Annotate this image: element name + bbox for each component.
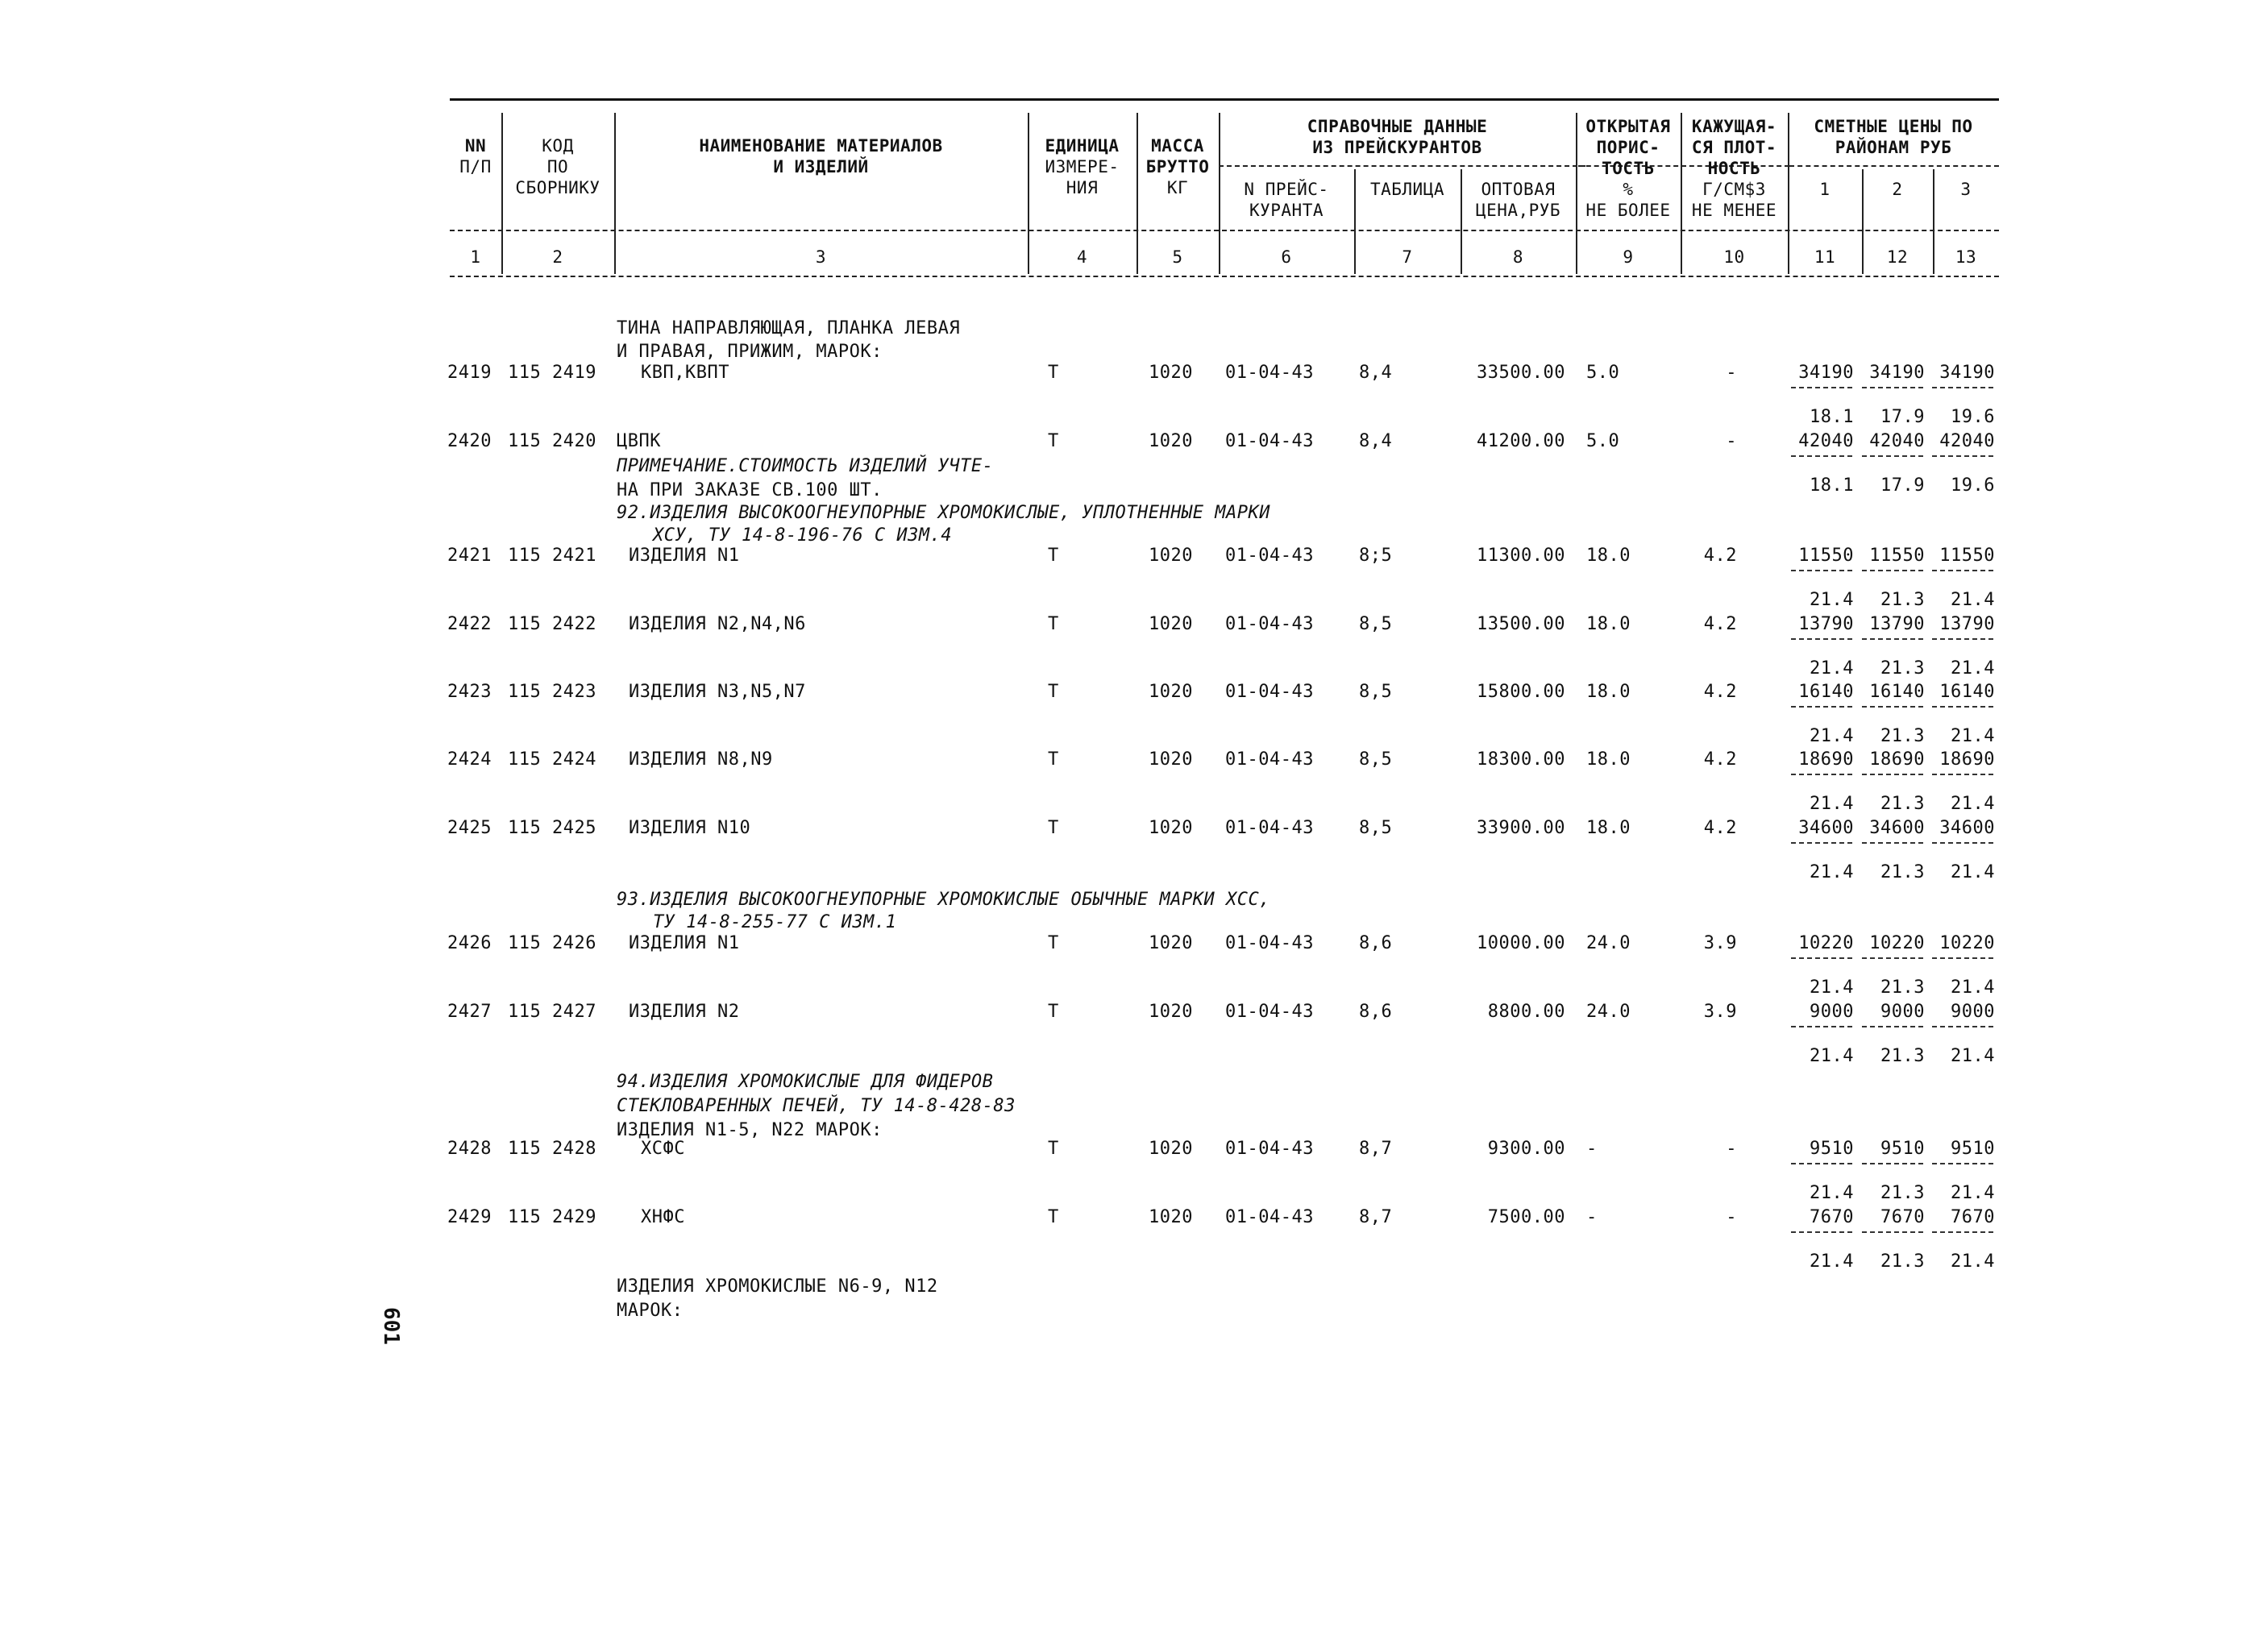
- cell-dens: 3.9: [1703, 933, 1737, 953]
- fraction-bar: [1791, 570, 1852, 571]
- cell-unit: Т: [1048, 933, 1059, 953]
- colnum-5: 5: [1172, 247, 1183, 267]
- hdr-est-2: РАЙОНАМ РУБ: [1835, 138, 1952, 157]
- cell-unit: Т: [1048, 1139, 1059, 1159]
- fraction-bar: [1862, 706, 1923, 708]
- cell-coef: 21.4: [1810, 862, 1854, 882]
- fraction-bar: [1932, 1231, 1993, 1233]
- cell-coef: 21.4: [1951, 590, 1995, 610]
- fraction-bar: [1932, 387, 1993, 388]
- cell-coef: 21.4: [1810, 1046, 1854, 1066]
- fraction-bar: [1791, 774, 1852, 775]
- hdr-nn-1: NN: [464, 136, 487, 156]
- cell-tab: 8,6: [1359, 1002, 1393, 1022]
- cell-price: 15800.00: [1477, 682, 1565, 702]
- cell-kod: 115 2422: [508, 614, 596, 634]
- cell-coef: 18.1: [1810, 407, 1854, 427]
- hdr-unit-2: ИЗМЕРЕ-: [1045, 157, 1120, 176]
- cell-p3: 9000: [1951, 1002, 1995, 1022]
- cell-pk: 01-04-43: [1225, 1002, 1314, 1022]
- fraction-bar: [1932, 842, 1993, 844]
- colnum-1: 1: [470, 247, 481, 267]
- cell-kod: 115 2424: [508, 749, 596, 770]
- cell-pk: 01-04-43: [1225, 546, 1314, 566]
- section-title: ХСУ, ТУ 14-8-196-76 С ИЗМ.4: [653, 525, 953, 546]
- cell-mass: 1020: [1149, 682, 1193, 702]
- cell-coef: 19.6: [1951, 407, 1995, 427]
- cell-price: 10000.00: [1477, 933, 1565, 953]
- hdr-dens-4: НЕ МЕНЕЕ: [1691, 201, 1777, 220]
- cell-coef: 21.4: [1810, 794, 1854, 814]
- cell-p1: 42040: [1798, 431, 1854, 451]
- cell-nn: 2427: [447, 1002, 492, 1022]
- cell-price: 13500.00: [1477, 614, 1565, 634]
- fraction-bar: [1791, 842, 1852, 844]
- cell-kod: 115 2428: [508, 1139, 596, 1159]
- fraction-bar: [1862, 1163, 1923, 1164]
- fraction-bar: [1791, 387, 1852, 388]
- hdr-est-1: СМЕТНЫЕ ЦЕНЫ ПО: [1814, 117, 1973, 136]
- cell-price: 33900.00: [1477, 818, 1565, 838]
- cell-nn: 2422: [447, 614, 492, 634]
- hdr-kod-2: ПО: [546, 157, 569, 176]
- hdr-ref-2: ИЗ ПРЕЙСКУРАНТОВ: [1312, 138, 1482, 157]
- cell-name: ХНФС: [641, 1207, 685, 1227]
- cell-kod: 115 2420: [508, 431, 596, 451]
- cell-p3: 16140: [1939, 682, 1995, 702]
- cell-p3: 7670: [1951, 1207, 1995, 1227]
- cell-p3: 11550: [1939, 546, 1995, 566]
- cell-por: 24.0: [1586, 933, 1631, 953]
- fraction-bar: [1932, 706, 1993, 708]
- hdr-region-2: 2: [1892, 180, 1903, 199]
- cell-p3: 9510: [1951, 1139, 1995, 1159]
- cell-unit: Т: [1048, 363, 1059, 383]
- cell-dens: -: [1726, 363, 1737, 383]
- cell-name: КВП,КВПТ: [641, 363, 729, 383]
- cell-unit: Т: [1048, 431, 1059, 451]
- cell-coef: 21.4: [1810, 658, 1854, 679]
- header-bottom-rule: [450, 276, 1999, 277]
- colnum-4: 4: [1076, 247, 1088, 267]
- hdr-price-1: ОПТОВАЯ: [1481, 180, 1556, 199]
- hdr-por-2: ТОСТЬ: [1602, 159, 1655, 178]
- hdr-price-2: ЦЕНА,РУБ: [1475, 201, 1561, 220]
- cell-p2: 42040: [1869, 431, 1925, 451]
- cell-name: ИЗДЕЛИЯ N10: [629, 818, 751, 838]
- cell-coef: 21.4: [1951, 658, 1995, 679]
- note-line: ТИНА НАПРАВЛЯЮЩАЯ, ПЛАНКА ЛЕВАЯ: [617, 318, 961, 338]
- header-top-rule: [450, 98, 1999, 101]
- cell-unit: Т: [1048, 1002, 1059, 1022]
- cell-name: ИЗДЕЛИЯ N1: [629, 933, 740, 953]
- cell-mass: 1020: [1149, 933, 1193, 953]
- cell-dens: -: [1726, 1207, 1737, 1227]
- cell-name: ИЗДЕЛИЯ N2: [629, 1002, 740, 1022]
- cell-coef: 21.4: [1951, 1183, 1995, 1203]
- cell-nn: 2428: [447, 1139, 492, 1159]
- cell-p1: 7670: [1810, 1207, 1854, 1227]
- hdr-kod-3: СБОРНИКУ: [515, 178, 600, 197]
- hdr-dens-1: СЯ ПЛОТ-: [1691, 138, 1777, 157]
- fraction-bar: [1932, 1163, 1993, 1164]
- cell-dens: 4.2: [1703, 546, 1737, 566]
- note-line: ПРИМЕЧАНИЕ.СТОИМОСТЬ ИЗДЕЛИЙ УЧТЕ-: [617, 456, 994, 476]
- cell-coef: 21.3: [1880, 1251, 1925, 1272]
- fraction-bar: [1932, 455, 1993, 457]
- cell-coef: 18.1: [1810, 475, 1854, 496]
- note-line: НА ПРИ ЗАКАЗЕ СВ.100 ШТ.: [617, 480, 883, 500]
- cell-price: 8800.00: [1487, 1002, 1565, 1022]
- cell-unit: Т: [1048, 818, 1059, 838]
- cell-p2: 7670: [1880, 1207, 1925, 1227]
- hdr-dens-3: Г/СМ$3: [1702, 180, 1766, 199]
- hdr-por-3: %: [1623, 180, 1634, 199]
- cell-p2: 11550: [1869, 546, 1925, 566]
- cell-coef: 21.4: [1810, 726, 1854, 746]
- fraction-bar: [1791, 455, 1852, 457]
- cell-nn: 2421: [447, 546, 492, 566]
- cell-unit: Т: [1048, 1207, 1059, 1227]
- cell-pk: 01-04-43: [1225, 1207, 1314, 1227]
- colnum-12: 12: [1886, 247, 1909, 267]
- colnum-13: 13: [1955, 247, 1977, 267]
- cell-nn: 2419: [447, 363, 492, 383]
- cell-p3: 34190: [1939, 363, 1995, 383]
- cell-dens: -: [1726, 431, 1737, 451]
- cell-tab: 8;5: [1359, 546, 1393, 566]
- fraction-bar: [1932, 638, 1993, 640]
- cell-p2: 9510: [1880, 1139, 1925, 1159]
- colnum-9: 9: [1623, 247, 1634, 267]
- cell-coef: 21.3: [1880, 978, 1925, 998]
- cell-nn: 2423: [447, 682, 492, 702]
- fraction-bar: [1932, 774, 1993, 775]
- cell-pk: 01-04-43: [1225, 682, 1314, 702]
- cell-mass: 1020: [1149, 431, 1193, 451]
- cell-por: 18.0: [1586, 546, 1631, 566]
- hdr-tab: ТАБЛИЦА: [1369, 180, 1444, 199]
- fraction-bar: [1862, 1231, 1923, 1233]
- cell-pk: 01-04-43: [1225, 749, 1314, 770]
- hdr-por-4: НЕ БОЛЕЕ: [1585, 201, 1671, 220]
- cell-coef: 21.4: [1951, 794, 1995, 814]
- section-title: ТУ 14-8-255-77 С ИЗМ.1: [653, 912, 897, 932]
- hdr-tech-2: КАЖУЩАЯ-: [1691, 117, 1777, 136]
- hdr-name-2: И ИЗДЕЛИЙ: [773, 157, 869, 176]
- cell-coef: 21.4: [1951, 726, 1995, 746]
- cell-p1: 34600: [1798, 818, 1854, 838]
- colnum-8: 8: [1512, 247, 1524, 267]
- colnum-2: 2: [552, 247, 563, 267]
- cell-p3: 13790: [1939, 614, 1995, 634]
- cell-dens: -: [1726, 1139, 1737, 1159]
- price-group-rule: [1789, 165, 1999, 167]
- hdr-tech-1: ОТКРЫТАЯ: [1585, 117, 1671, 136]
- fraction-bar: [1862, 957, 1923, 959]
- cell-unit: Т: [1048, 546, 1059, 566]
- note-line: ИЗДЕЛИЯ N1-5, N22 МАРОК:: [617, 1120, 883, 1140]
- cell-coef: 21.4: [1951, 978, 1995, 998]
- cell-coef: 17.9: [1880, 407, 1925, 427]
- cell-p1: 9510: [1810, 1139, 1854, 1159]
- cell-mass: 1020: [1149, 546, 1193, 566]
- fraction-bar: [1862, 774, 1923, 775]
- fraction-bar: [1862, 1026, 1923, 1027]
- note-line: И ПРАВАЯ, ПРИЖИМ, МАРОК:: [617, 342, 883, 362]
- colnum-11: 11: [1814, 247, 1836, 267]
- cell-tab: 8,6: [1359, 933, 1393, 953]
- note-line: МАРОК:: [617, 1301, 684, 1321]
- cell-kod: 115 2429: [508, 1207, 596, 1227]
- fraction-bar: [1932, 957, 1993, 959]
- cell-name: ХСФС: [641, 1139, 685, 1159]
- fraction-bar: [1791, 638, 1852, 640]
- hdr-pk-1: N ПРЕЙС-: [1244, 180, 1329, 199]
- cell-p2: 10220: [1869, 933, 1925, 953]
- cell-p1: 10220: [1798, 933, 1854, 953]
- cell-price: 33500.00: [1477, 363, 1565, 383]
- cell-pk: 01-04-43: [1225, 614, 1314, 634]
- hdr-name-1: НАИМЕНОВАНИЕ МАТЕРИАЛОВ: [699, 136, 943, 156]
- cell-pk: 01-04-43: [1225, 431, 1314, 451]
- cell-kod: 115 2427: [508, 1002, 596, 1022]
- cell-p2: 13790: [1869, 614, 1925, 634]
- cell-p2: 18690: [1869, 749, 1925, 770]
- ref-group-rule: [1219, 165, 1585, 167]
- cell-p1: 16140: [1798, 682, 1854, 702]
- section-title: 94.ИЗДЕЛИЯ ХРОМОКИСЛЫЕ ДЛЯ ФИДЕРОВ: [617, 1072, 994, 1092]
- cell-coef: 21.4: [1951, 1046, 1995, 1066]
- fraction-bar: [1862, 638, 1923, 640]
- hdr-region-3: 3: [1960, 180, 1972, 199]
- cell-name: ИЗДЕЛИЯ N1: [629, 546, 740, 566]
- cell-por: 5.0: [1586, 431, 1620, 451]
- cell-mass: 1020: [1149, 749, 1193, 770]
- colnum-3: 3: [815, 247, 827, 267]
- cell-p2: 16140: [1869, 682, 1925, 702]
- cell-pk: 01-04-43: [1225, 363, 1314, 383]
- cell-kod: 115 2426: [508, 933, 596, 953]
- cell-tab: 8,5: [1359, 749, 1393, 770]
- cell-por: -: [1586, 1139, 1598, 1159]
- cell-kod: 115 2423: [508, 682, 596, 702]
- colnum-6: 6: [1281, 247, 1292, 267]
- cell-dens: 4.2: [1703, 749, 1737, 770]
- fraction-bar: [1791, 706, 1852, 708]
- cell-dens: 3.9: [1703, 1002, 1737, 1022]
- cell-nn: 2420: [447, 431, 492, 451]
- cell-nn: 2426: [447, 933, 492, 953]
- cell-p1: 11550: [1798, 546, 1854, 566]
- colnum-7: 7: [1402, 247, 1413, 267]
- hdr-mass-3: КГ: [1166, 178, 1189, 197]
- cell-coef: 21.4: [1810, 978, 1854, 998]
- cell-tab: 8,4: [1359, 431, 1393, 451]
- cell-dens: 4.2: [1703, 818, 1737, 838]
- cell-tab: 8,5: [1359, 682, 1393, 702]
- cell-p3: 42040: [1939, 431, 1995, 451]
- cell-nn: 2424: [447, 749, 492, 770]
- cell-coef: 21.4: [1951, 862, 1995, 882]
- cell-mass: 1020: [1149, 1002, 1193, 1022]
- cell-name: ИЗДЕЛИЯ N2,N4,N6: [629, 614, 806, 634]
- cell-name: ЦВПК: [617, 431, 661, 451]
- cell-p2: 34600: [1869, 818, 1925, 838]
- cell-name: ИЗДЕЛИЯ N3,N5,N7: [629, 682, 806, 702]
- cell-name: ИЗДЕЛИЯ N8,N9: [629, 749, 773, 770]
- cell-coef: 21.3: [1880, 1183, 1925, 1203]
- hdr-pk-2: КУРАНТА: [1249, 201, 1324, 220]
- fraction-bar: [1791, 957, 1852, 959]
- cell-price: 18300.00: [1477, 749, 1565, 770]
- cell-coef: 21.3: [1880, 1046, 1925, 1066]
- cell-coef: 17.9: [1880, 475, 1925, 496]
- cell-kod: 115 2419: [508, 363, 596, 383]
- cell-coef: 21.3: [1880, 862, 1925, 882]
- cell-tab: 8,5: [1359, 818, 1393, 838]
- cell-kod: 115 2425: [508, 818, 596, 838]
- fraction-bar: [1791, 1163, 1852, 1164]
- header-sep-rule: [450, 230, 1999, 231]
- cell-por: 5.0: [1586, 363, 1620, 383]
- fraction-bar: [1791, 1231, 1852, 1233]
- fraction-bar: [1862, 570, 1923, 571]
- cell-nn: 2429: [447, 1207, 492, 1227]
- cell-coef: 21.3: [1880, 658, 1925, 679]
- cell-mass: 1020: [1149, 1139, 1193, 1159]
- hdr-mass-1: МАССА: [1151, 136, 1204, 156]
- hdr-por-1: ПОРИС-: [1596, 138, 1660, 157]
- cell-mass: 1020: [1149, 363, 1193, 383]
- cell-unit: Т: [1048, 614, 1059, 634]
- cell-p3: 18690: [1939, 749, 1995, 770]
- hdr-region-1: 1: [1819, 180, 1831, 199]
- fraction-bar: [1862, 842, 1923, 844]
- cell-por: -: [1586, 1207, 1598, 1227]
- cell-p3: 10220: [1939, 933, 1995, 953]
- cell-p1: 13790: [1798, 614, 1854, 634]
- page-number: 601: [379, 1307, 403, 1345]
- section-title: СТЕКЛОВАРЕННЫХ ПЕЧЕЙ, ТУ 14-8-428-83: [617, 1096, 1016, 1116]
- hdr-kod-1: КОД: [542, 136, 574, 156]
- note-line: ИЗДЕЛИЯ ХРОМОКИСЛЫЕ N6-9, N12: [617, 1276, 938, 1297]
- cell-p1: 18690: [1798, 749, 1854, 770]
- fraction-bar: [1932, 570, 1993, 571]
- cell-kod: 115 2421: [508, 546, 596, 566]
- cell-pk: 01-04-43: [1225, 818, 1314, 838]
- cell-unit: Т: [1048, 749, 1059, 770]
- hdr-unit-1: ЕДИНИЦА: [1045, 136, 1120, 156]
- section-title: 93.ИЗДЕЛИЯ ВЫСОКООГНЕУПОРНЫЕ ХРОМОКИСЛЫЕ ОБЫЧНЫЕ МАРКИ ХСС,: [617, 890, 1270, 910]
- section-title: 92.ИЗДЕЛИЯ ВЫСОКООГНЕУПОРНЫЕ ХРОМОКИСЛЫЕ, УПЛОТНЕННЫЕ МАРКИ: [617, 503, 1270, 523]
- cell-price: 11300.00: [1477, 546, 1565, 566]
- cell-p2: 34190: [1869, 363, 1925, 383]
- cell-coef: 21.3: [1880, 590, 1925, 610]
- cell-tab: 8,4: [1359, 363, 1393, 383]
- cell-por: 18.0: [1586, 749, 1631, 770]
- cell-por: 18.0: [1586, 614, 1631, 634]
- cell-coef: 21.3: [1880, 726, 1925, 746]
- hdr-nn-2: П/П: [459, 157, 492, 176]
- cell-tab: 8,5: [1359, 614, 1393, 634]
- hdr-dens-2: НОСТЬ: [1707, 159, 1761, 178]
- cell-nn: 2425: [447, 818, 492, 838]
- cell-por: 18.0: [1586, 682, 1631, 702]
- cell-por: 18.0: [1586, 818, 1631, 838]
- fraction-bar: [1932, 1026, 1993, 1027]
- cell-p2: 9000: [1880, 1002, 1925, 1022]
- hdr-ref-1: СПРАВОЧНЫЕ ДАННЫЕ: [1307, 117, 1488, 136]
- cell-pk: 01-04-43: [1225, 1139, 1314, 1159]
- cell-coef: 21.3: [1880, 794, 1925, 814]
- cell-mass: 1020: [1149, 1207, 1193, 1227]
- cell-price: 9300.00: [1487, 1139, 1565, 1159]
- cell-dens: 4.2: [1703, 614, 1737, 634]
- cell-coef: 21.4: [1810, 590, 1854, 610]
- cell-tab: 8,7: [1359, 1139, 1393, 1159]
- cell-mass: 1020: [1149, 614, 1193, 634]
- cell-por: 24.0: [1586, 1002, 1631, 1022]
- cell-dens: 4.2: [1703, 682, 1737, 702]
- cell-coef: 21.4: [1951, 1251, 1995, 1272]
- cell-tab: 8,7: [1359, 1207, 1393, 1227]
- colnum-10: 10: [1723, 247, 1745, 267]
- cell-p3: 34600: [1939, 818, 1995, 838]
- cell-price: 7500.00: [1487, 1207, 1565, 1227]
- cell-pk: 01-04-43: [1225, 933, 1314, 953]
- cell-price: 41200.00: [1477, 431, 1565, 451]
- fraction-bar: [1862, 455, 1923, 457]
- hdr-unit-3: НИЯ: [1066, 178, 1099, 197]
- cell-p1: 9000: [1810, 1002, 1854, 1022]
- hdr-mass-2: БРУТТО: [1145, 157, 1210, 176]
- cell-coef: 21.4: [1810, 1251, 1854, 1272]
- cell-coef: 21.4: [1810, 1183, 1854, 1203]
- cell-p1: 34190: [1798, 363, 1854, 383]
- fraction-bar: [1791, 1026, 1852, 1027]
- cell-unit: Т: [1048, 682, 1059, 702]
- cell-coef: 19.6: [1951, 475, 1995, 496]
- fraction-bar: [1862, 387, 1923, 388]
- cell-mass: 1020: [1149, 818, 1193, 838]
